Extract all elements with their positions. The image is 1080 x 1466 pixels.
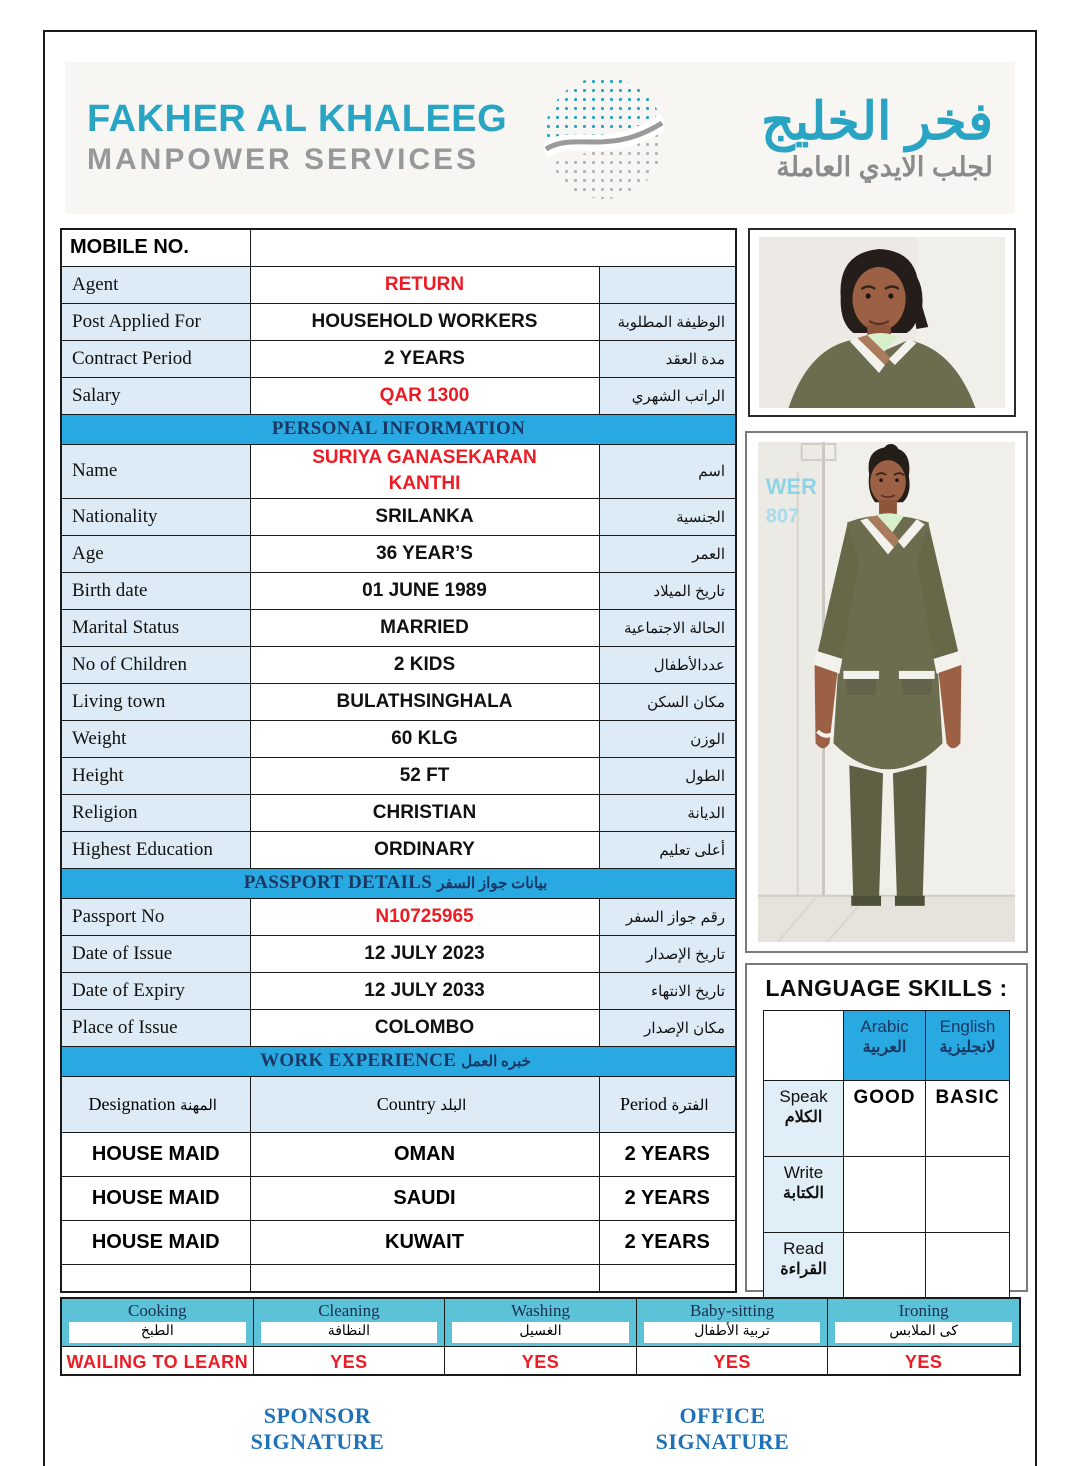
- religion-label: Religion: [61, 794, 250, 831]
- contract-period-value: 2 YEARS: [250, 340, 599, 377]
- work-row-kuwait: [61, 1220, 736, 1264]
- passport-title-arabic: بيانات جواز السفر: [437, 876, 548, 892]
- washing-label: Washing: [510, 1301, 571, 1320]
- work-title-english: WORK EXPERIENCE: [260, 1050, 457, 1071]
- english-column-header: [926, 1011, 1010, 1081]
- post-applied-label-arabic: الوظيفة المطلوبة: [599, 303, 736, 340]
- speak-arabic-value: GOOD: [844, 1081, 926, 1157]
- height-value: 52 FT: [250, 757, 599, 794]
- marital-status-label: Marital Status: [61, 609, 250, 646]
- personal-information-title: PERSONAL INFORMATION: [61, 414, 736, 444]
- work-country: OMAN: [250, 1132, 599, 1176]
- row-name: [61, 444, 736, 498]
- speak-english-value: BASIC: [926, 1081, 1010, 1157]
- full-body-photo: [745, 431, 1028, 953]
- place-of-issue-label-arabic: مكان الإصدار: [599, 1009, 736, 1046]
- row-age: [61, 535, 736, 572]
- cleaning-label-arabic: النظافة: [327, 1322, 371, 1338]
- language-skills-table: [763, 1010, 1010, 1309]
- brand-arabic: [761, 94, 993, 183]
- education-label-arabic: أعلى تعليم: [599, 831, 736, 868]
- row-religion: [61, 794, 736, 831]
- work-row-empty: [61, 1264, 736, 1292]
- work-country: SAUDI: [250, 1176, 599, 1220]
- brand-tagline-english: MANPOWER SERVICES: [87, 143, 480, 177]
- candidate-info-table: [60, 228, 737, 1293]
- row-marital-status: [61, 609, 736, 646]
- row-date-of-expiry: [61, 972, 736, 1009]
- write-label: [764, 1157, 844, 1233]
- row-passport-no: [61, 898, 736, 935]
- passport-no-label: Passport No: [61, 898, 250, 935]
- write-arabic-value: [844, 1157, 926, 1233]
- row-place-of-issue: [61, 1009, 736, 1046]
- children-label-arabic: عددالأطفال: [599, 646, 736, 683]
- name-label-arabic: اسم: [599, 444, 736, 498]
- education-label: Highest Education: [61, 831, 250, 868]
- passport-no-value: N10725965: [250, 898, 599, 935]
- work-period: [599, 1264, 736, 1292]
- agent-label: Agent: [61, 266, 250, 303]
- row-post-applied: [61, 303, 736, 340]
- row-date-of-issue: [61, 935, 736, 972]
- photo-signage-line2: 807: [765, 505, 800, 528]
- work-row-oman: [61, 1132, 736, 1176]
- row-children: [61, 646, 736, 683]
- period-header: [599, 1076, 736, 1132]
- arabic-column-header: [844, 1011, 926, 1081]
- marital-status-label-arabic: الحالة الاجتماعية: [599, 609, 736, 646]
- name-label: Name: [61, 444, 250, 498]
- age-label-arabic: العمر: [599, 535, 736, 572]
- portrait-photo-illustration: [759, 237, 1005, 408]
- work-period: 2 YEARS: [599, 1132, 736, 1176]
- language-row-write: [764, 1157, 1010, 1233]
- brand-name-arabic: فخر الخليج: [761, 92, 993, 151]
- period-header-english: Period: [620, 1093, 667, 1114]
- living-town-label-arabic: مكان السكن: [599, 683, 736, 720]
- write-label-english: Write: [783, 1163, 824, 1182]
- cooking-label-arabic: الطبخ: [140, 1322, 174, 1338]
- read-label-english: Read: [783, 1239, 824, 1258]
- height-label-arabic: الطول: [599, 757, 736, 794]
- row-agent: [61, 266, 736, 303]
- weight-label: Weight: [61, 720, 250, 757]
- weight-label-arabic: الوزن: [599, 720, 736, 757]
- name-value: SURIYA GANASEKARAN KANTHI: [250, 444, 599, 498]
- sponsor-signature-label: SPONSOR SIGNATURE: [250, 1403, 385, 1454]
- arabic-header-arabic: العربية: [862, 1039, 907, 1056]
- age-label: Age: [61, 535, 250, 572]
- passport-details-title: [61, 868, 736, 898]
- salary-value: QAR 1300: [250, 377, 599, 414]
- language-skills-title: LANGUAGE SKILLS :: [765, 975, 1008, 1001]
- washing-answer: YES: [445, 1346, 636, 1374]
- skill-ironing: [827, 1299, 1019, 1374]
- designation-header-english: Designation: [88, 1093, 176, 1114]
- agent-value: RETURN: [250, 266, 599, 303]
- birth-date-value: 01 JUNE 1989: [250, 572, 599, 609]
- age-value: 36 YEAR’S: [250, 535, 599, 572]
- brand-english: [87, 100, 507, 175]
- nationality-label-arabic: الجنسية: [599, 498, 736, 535]
- baby-sitting-label: Baby-sitting: [690, 1301, 775, 1320]
- children-label: No of Children: [61, 646, 250, 683]
- contract-period-label: Contract Period: [61, 340, 250, 377]
- work-experience-title: [61, 1046, 736, 1076]
- date-of-expiry-label: Date of Expiry: [61, 972, 250, 1009]
- passport-details-banner: [61, 868, 736, 898]
- living-town-value: BULATHSINGHALA: [250, 683, 599, 720]
- cooking-label: Cooking: [128, 1301, 187, 1320]
- row-birth-date: [61, 572, 736, 609]
- write-english-value: [926, 1157, 1010, 1233]
- country-header-arabic: البلد: [440, 1097, 467, 1114]
- work-designation: [61, 1264, 250, 1292]
- date-of-expiry-value: 12 JULY 2033: [250, 972, 599, 1009]
- education-value: ORDINARY: [250, 831, 599, 868]
- portrait-photo: [748, 228, 1016, 417]
- weight-value: 60 KLG: [250, 720, 599, 757]
- mobile-no-value: [250, 229, 736, 266]
- salary-label: Salary: [61, 377, 250, 414]
- period-header-arabic: الفترة: [671, 1097, 709, 1114]
- row-mobile-no: [61, 229, 736, 266]
- globe-swoosh: [544, 77, 664, 199]
- office-signature-label: OFFICE SIGNATURE: [655, 1403, 790, 1454]
- cleaning-label: Cleaning: [318, 1301, 380, 1320]
- work-title-arabic: خبره العمل: [461, 1054, 531, 1070]
- cleaning-answer: YES: [254, 1346, 445, 1374]
- skill-cooking: [62, 1299, 253, 1374]
- date-of-expiry-label-arabic: تاريخ الانتهاء: [599, 972, 736, 1009]
- children-value: 2 KIDS: [250, 646, 599, 683]
- contract-period-label-arabic: مدة العقد: [599, 340, 736, 377]
- row-height: [61, 757, 736, 794]
- personal-information-banner: [61, 414, 736, 444]
- religion-label-arabic: الديانة: [599, 794, 736, 831]
- baby-sitting-label-arabic: تربية الأطفال: [694, 1322, 770, 1338]
- household-skills-strip: [60, 1297, 1021, 1376]
- row-contract-period: [61, 340, 736, 377]
- row-living-town: [61, 683, 736, 720]
- english-header-arabic: لانجليزية: [939, 1039, 996, 1056]
- country-header: [250, 1076, 599, 1132]
- post-applied-value: HOUSEHOLD WORKERS: [250, 303, 599, 340]
- skill-baby-sitting: [636, 1299, 828, 1374]
- arabic-header-english: Arabic: [860, 1017, 909, 1036]
- language-header-row: [764, 1011, 1010, 1081]
- write-label-arabic: الكتابة: [783, 1185, 824, 1202]
- agency-header: [65, 62, 1015, 214]
- skill-washing: [444, 1299, 636, 1374]
- row-education: [61, 831, 736, 868]
- brand-tagline-arabic: لجلب الايدي العاملة: [776, 151, 993, 182]
- photo-signage-line1: WER: [765, 474, 817, 500]
- row-salary: [61, 377, 736, 414]
- language-row-speak: [764, 1081, 1010, 1157]
- row-weight: [61, 720, 736, 757]
- date-of-issue-value: 12 JULY 2023: [250, 935, 599, 972]
- work-row-saudi: [61, 1176, 736, 1220]
- agent-label-arabic: [599, 266, 736, 303]
- passport-no-label-arabic: رقم جواز السفر: [599, 898, 736, 935]
- height-label: Height: [61, 757, 250, 794]
- read-label-arabic: القراءة: [780, 1261, 827, 1278]
- work-designation: HOUSE MAID: [61, 1132, 250, 1176]
- mobile-no-label: MOBILE NO.: [61, 229, 250, 266]
- salary-label-arabic: الراتب الشهري: [599, 377, 736, 414]
- religion-value: CHRISTIAN: [250, 794, 599, 831]
- globe-dots-logo-icon: [544, 77, 664, 199]
- work-period: 2 YEARS: [599, 1176, 736, 1220]
- nationality-label: Nationality: [61, 498, 250, 535]
- work-country: [250, 1264, 599, 1292]
- language-skills-box: [745, 963, 1028, 1292]
- living-town-label: Living town: [61, 683, 250, 720]
- birth-date-label-arabic: تاريخ الميلاد: [599, 572, 736, 609]
- work-experience-header-row: [61, 1076, 736, 1132]
- country-header-english: Country: [376, 1093, 436, 1114]
- language-header-blank: [764, 1011, 844, 1081]
- brand-name-english: FAKHER AL KHALEEG: [87, 98, 508, 141]
- work-period: 2 YEARS: [599, 1220, 736, 1264]
- work-designation: HOUSE MAID: [61, 1220, 250, 1264]
- speak-label: [764, 1081, 844, 1157]
- marital-status-value: MARRIED: [250, 609, 599, 646]
- date-of-issue-label: Date of Issue: [61, 935, 250, 972]
- ironing-answer: YES: [828, 1346, 1019, 1374]
- english-header-english: English: [939, 1017, 996, 1036]
- designation-header: [61, 1076, 250, 1132]
- date-of-issue-label-arabic: تاريخ الإصدار: [599, 935, 736, 972]
- ironing-label-arabic: كى الملابس: [889, 1322, 958, 1338]
- skill-cleaning: [253, 1299, 445, 1374]
- speak-label-english: Speak: [779, 1087, 828, 1106]
- place-of-issue-label: Place of Issue: [61, 1009, 250, 1046]
- work-country: KUWAIT: [250, 1220, 599, 1264]
- speak-label-arabic: الكلام: [784, 1109, 823, 1126]
- row-nationality: [61, 498, 736, 535]
- place-of-issue-value: COLOMBO: [250, 1009, 599, 1046]
- baby-sitting-answer: YES: [637, 1346, 828, 1374]
- birth-date-label: Birth date: [61, 572, 250, 609]
- designation-header-arabic: المهنة: [180, 1097, 217, 1114]
- full-body-photo-illustration: [758, 442, 1015, 942]
- washing-label-arabic: الغسيل: [519, 1322, 562, 1338]
- cooking-answer: WAILING TO LEARN: [62, 1346, 253, 1374]
- work-designation: HOUSE MAID: [61, 1176, 250, 1220]
- post-applied-label: Post Applied For: [61, 303, 250, 340]
- ironing-label: Ironing: [898, 1301, 949, 1320]
- nationality-value: SRILANKA: [250, 498, 599, 535]
- work-experience-banner: [61, 1046, 736, 1076]
- passport-title-english: PASSPORT DETAILS: [243, 872, 433, 893]
